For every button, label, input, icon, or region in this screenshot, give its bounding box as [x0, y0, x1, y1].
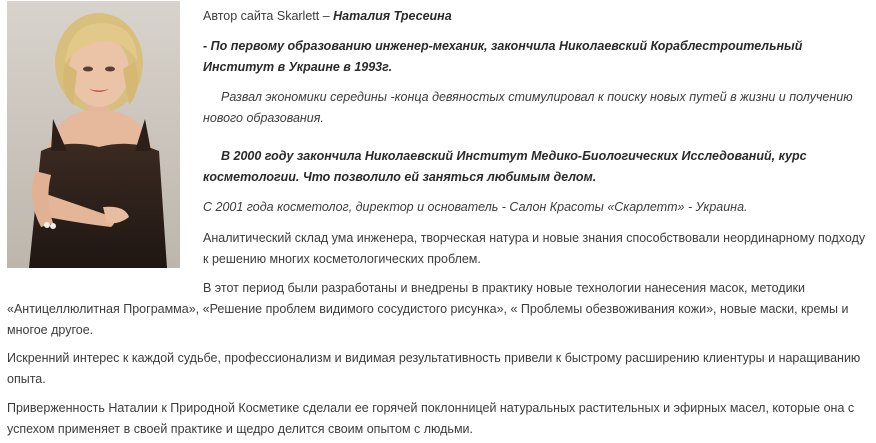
- second-education-paragraph: В 2000 году закончила Николаевский Институт Медико-Биологических Исследований, курс косметологии. Что позволило ей заняться любимым делом.: [203, 149, 807, 184]
- commitment-paragraph: Приверженность Наталии к Природной Косметике сделали ее горячей поклонницей натуральных растительных и эфирных масел, которые она с успехом применяет в своей практике и щедро делится своим опытом с людьми.: [7, 401, 855, 436]
- education-line1: - По первому образованию инженер-механик, закончила Николаевский Кораблестроительный: [203, 39, 803, 53]
- technologies-line2: «Антицеллюлитная Программа», «Решение проблем видимого сосудистого рисунка», « Проблемы обезвоживания кожи», новые маски, кремы и многое другое.: [7, 302, 849, 337]
- approach-paragraph: Аналитический склад ума инженера, творческая натура и новые знания способствовали неординарному подходу к решению многих косметологических проблем.: [203, 231, 866, 266]
- collapse-paragraph: Развал экономики середины -конца девяностых стимулировал к поиску новых путей в жизни и получению нового образования.: [203, 90, 853, 125]
- interest-paragraph: Искренний интерес к каждой судьбе, профессионализм и видимая результативность привели к быстрому расширению клиентуры и наращиванию опыта.: [7, 351, 861, 386]
- author-prefix: Автор сайта Skarlett –: [203, 9, 334, 23]
- technologies-line1: В этот период были разработаны и внедрены в практику новые технологии нанесения масок, методики: [203, 281, 806, 295]
- portrait-image: [7, 1, 180, 268]
- career-paragraph: С 2001 года косметолог, директор и основатель - Салон Красоты «Скарлетт» - Украина.: [203, 200, 748, 214]
- education-line2: Институт в Украине в 1993г.: [203, 60, 393, 74]
- author-name: Наталия Тресеина: [333, 9, 452, 23]
- author-line: [203, 6, 871, 27]
- author-photo: [7, 1, 180, 268]
- education-paragraph: [203, 36, 871, 78]
- technologies-paragraph: [7, 278, 871, 341]
